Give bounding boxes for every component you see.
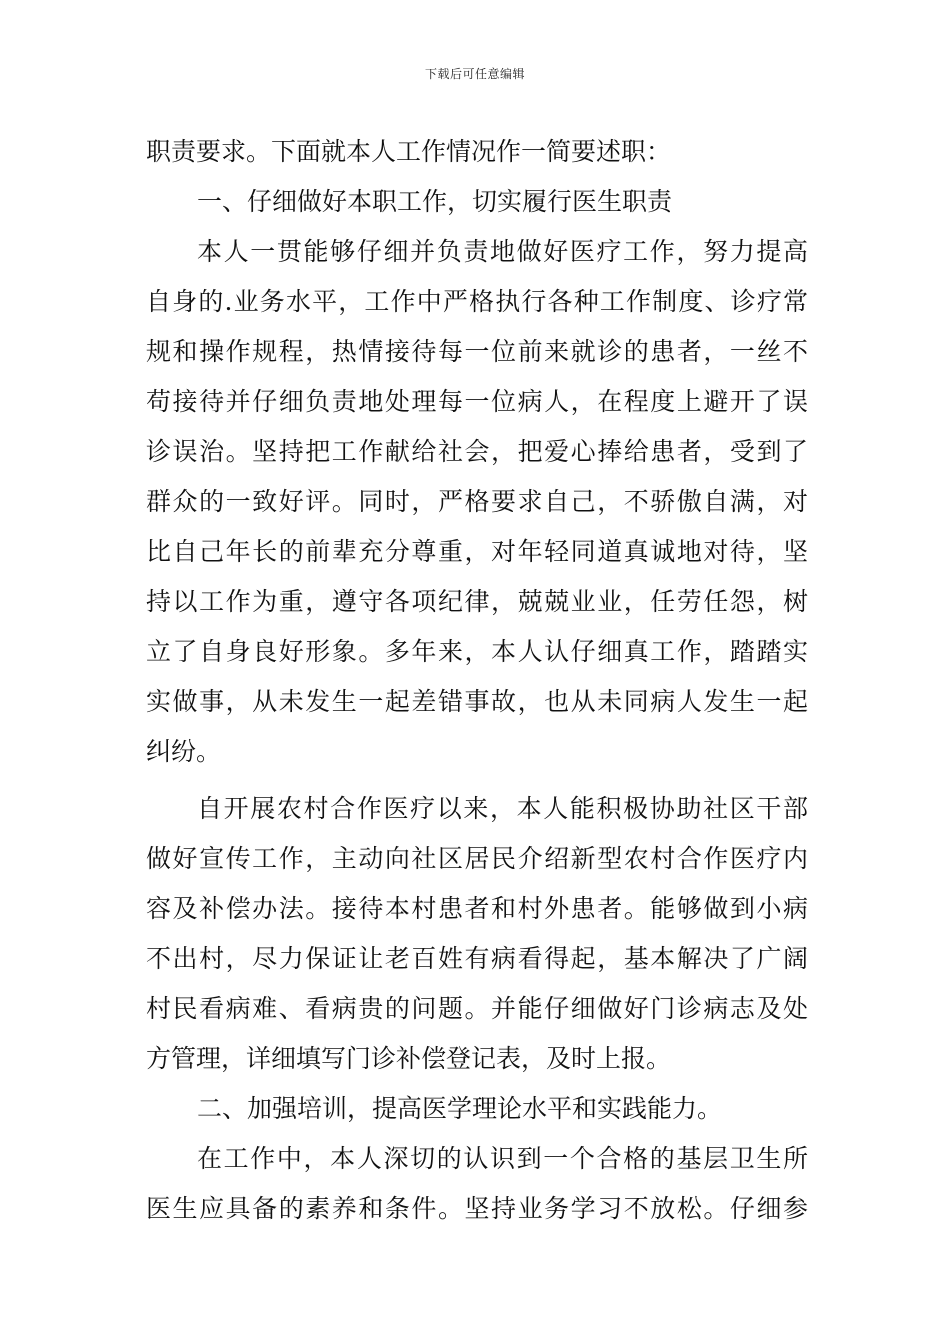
section-heading: 一、仔细做好本职工作，切实履行医生职责 [197,187,673,216]
paragraph-line: 在工作中，本人深切的认识到一个合格的基层卫生所 [197,1144,808,1173]
paragraph-line: 容及补偿办法。接待本村患者和村外患者。能够做到小病 [146,894,808,923]
paragraph-line: 纠纷。 [146,737,222,766]
paragraph-line: 苟接待并仔细负责地处理每一位病人，在程度上避开了误 [146,387,808,416]
paragraph-line: 诊误治。坚持把工作献给社会，把爱心捧给患者，受到了 [146,437,808,466]
paragraph-line: 不出村，尽力保证让老百姓有病看得起，基本解决了广阔 [146,944,808,973]
paragraph-line: 自身的.业务水平，工作中严格执行各种工作制度、诊疗常 [146,287,808,316]
page-header: 下载后可任意编辑 [424,67,525,81]
paragraph-line: 立了自身良好形象。多年来，本人认仔细真工作，踏踏实 [146,637,808,666]
paragraph-line: 本人一贯能够仔细并负责地做好医疗工作，努力提高 [197,237,808,266]
paragraph-line: 实做事，从未发生一起差错事故，也从未同病人发生一起 [146,687,808,716]
paragraph-line: 群众的一致好评。同时，严格要求自己，不骄傲自满，对 [146,487,808,516]
paragraph-line: 做好宣传工作，主动向社区居民介绍新型农村合作医疗内 [146,844,808,873]
paragraph-line: 村民看病难、看病贵的问题。并能仔细做好门诊病志及处 [146,994,808,1023]
paragraph-line: 医生应具备的素养和条件。坚持业务学习不放松。仔细参 [146,1194,808,1223]
paragraph-line: 持以工作为重，遵守各项纪律，兢兢业业，任劳任怨，树 [146,587,808,616]
section-heading: 二、加强培训，提高医学理论水平和实践能力。 [197,1094,723,1123]
paragraph-line: 方管理，详细填写门诊补偿登记表，及时上报。 [146,1044,672,1073]
paragraph-line: 比自己年长的前辈充分尊重，对年轻同道真诚地对待，坚 [146,537,808,566]
document-body [146,127,808,1234]
paragraph-line: 职责要求。下面就本人工作情况作一简要述职： [146,137,672,166]
paragraph-line: 自开展农村合作医疗以来，本人能积极协助社区干部 [197,794,808,823]
paragraph-line: 规和操作规程，热情接待每一位前来就诊的患者，一丝不 [146,337,808,366]
